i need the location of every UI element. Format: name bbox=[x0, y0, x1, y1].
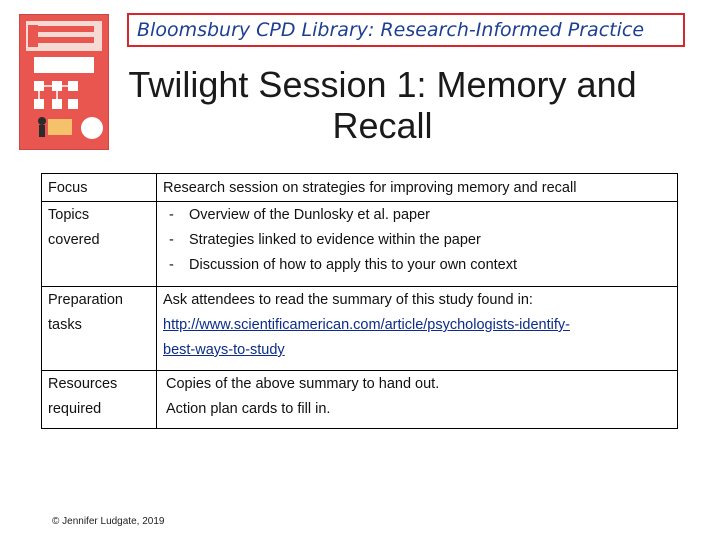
book-cover-image bbox=[19, 14, 109, 150]
page-title-line1: Twilight Session 1: Memory and bbox=[128, 64, 637, 105]
list-item: - Strategies linked to evidence within the paper bbox=[169, 232, 481, 248]
cover-brand-line2 bbox=[36, 37, 94, 43]
page-title bbox=[100, 64, 665, 146]
copyright-notice: © Jennifer Ludgate, 2019 bbox=[52, 516, 165, 527]
cover-subtitle-band bbox=[34, 57, 94, 73]
preparation-value bbox=[157, 287, 678, 371]
list-item: - Overview of the Dunlosky et al. paper bbox=[169, 207, 430, 223]
focus-value: Research session on strategies for improving memory and recall bbox=[157, 174, 678, 202]
focus-label: Focus bbox=[42, 174, 157, 202]
topics-list bbox=[163, 203, 671, 278]
table-row-preparation bbox=[42, 287, 678, 371]
list-item: - Discussion of how to apply this to your own context bbox=[169, 257, 518, 273]
resources-line1: Copies of the above summary to hand out. bbox=[166, 376, 440, 392]
resources-line2: Action plan cards to fill in. bbox=[166, 401, 331, 417]
preparation-label: Preparation tasks bbox=[42, 287, 157, 371]
session-info-table bbox=[41, 173, 678, 429]
study-summary-link[interactable]: http://www.scientificamerican.com/article/psychologists-identify- best-ways-to-study bbox=[163, 317, 570, 358]
topics-value bbox=[157, 202, 678, 287]
table-row-resources bbox=[42, 371, 678, 429]
cover-illustration-icon bbox=[28, 77, 84, 141]
series-banner bbox=[127, 13, 685, 47]
table-row-topics bbox=[42, 202, 678, 287]
table-row-focus bbox=[42, 174, 678, 202]
page-title-line2: Recall bbox=[332, 105, 433, 146]
series-banner-text: Bloomsbury CPD Library: Research-Informed Practice bbox=[137, 19, 645, 41]
topics-label: Topics covered bbox=[42, 202, 157, 287]
resources-label: Resources required bbox=[42, 371, 157, 429]
cover-brand-line1 bbox=[36, 26, 94, 32]
resources-value bbox=[157, 371, 678, 429]
preparation-intro: Ask attendees to read the summary of this study found in: bbox=[163, 292, 533, 308]
